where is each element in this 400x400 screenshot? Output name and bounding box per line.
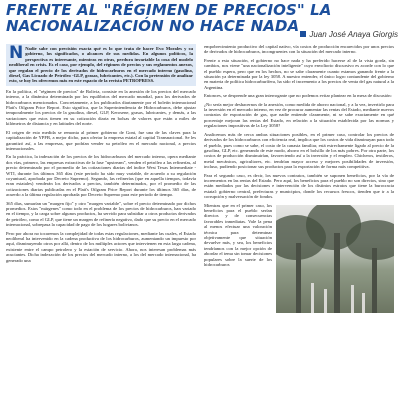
paragraph: Entonces, se desprende una gran interrogante que no podemos evitar plantear en la mesa de discusión: bbox=[204, 93, 392, 99]
article-title: FRENTE AL "RÉGIMEN DE PRECIOS" LA NACIONALIZACIÓN NO HACE NADA bbox=[6, 1, 332, 35]
paragraph: En la política, el "régimen de precios" de Bolivia, consiste en la anexión de los precios del mercado interno, a la dinámica determinada por los equilibrios del mercado mundial, para los derivados de hidrocarburos mencionados. Concretamente, a los publicados diariamente por el boletín internacional Platt's Oilgram Price Report. Esto significa, que la Superintendencia de Hidrocarburos, debe ajustar temporalmente los precios de la gasolina, diesel, GLP, Kerosene, grasas, lubricantes, y demás, a las variaciones que estos tienen en su cotización diaria en bolsas de valores que están a miles de kilómetros de distancia y en latitudes del norte. bbox=[6, 88, 196, 127]
article-body bbox=[6, 44, 394, 394]
paragraph: El origen de esto medida se remonta al primer gobierno de Goni, fue una de las claves para la capitalización de YPFB, a mejor dicho, para ofertar la empresa estatal al capital Transnacional. Se les garantizó así, a las empresas, que podrían vender su petróleo en el mercado nacional, a precios internacionales. bbox=[6, 129, 196, 151]
paragraph: Analicemos más de cerca ambas situaciones posibles, en el primer caso, controlar los precios de derivados de los hidrocarburos con eficiencia real, implica que los costos de vida disminuyan para todo el pueblo, pues como se sabe, el costo de la canasta familiar, está estrechamente ligado al precio de la gasolina, GLP, etc. generando de este modo, ahorro en el bolsillo de los más pobres. Por otra parte, los costos de producción disminuirían, favoreciendo así a la inversión y el empleo. Chicheros, textileros, metal mecánicos, agricultores, etc. tendrían mayor acceso y mejores posibilidades de inversión, incluso, pudiendo posicionar sus productos para la exportación de forma más competitiva. bbox=[204, 131, 394, 170]
lead-text: Nadie sabe con precisión exacta qué es lo que trata de hacer Evo Morales y su gobierno, los significados, o alcances de sus medidas. En algunos políticos, la perspectiva es interesante, mientras en otras, perdura invariable la cosa del modelo neoliberal en crisis. Es el caso, por ejemplo, del régimen de precios y sus reglamentos anexos, que regulan el precio de los derivados de hidrocarburos en el mercado interno (gasolina, diesel, Gas Licuado de Petróleo -GLP, grasas, lubricantes, etc.). Con la pretensión de analizar esto, se hoy les ofrecemos más en este espacio de la revista PETROPRESS. bbox=[9, 46, 193, 84]
paragraph: Para el segundo caso, es decir, los nuevos contratos, también se suponen beneficios, por la vía de incrementos en las rentas del Estado. Pero aquí, los beneficios para el pueblo no son directos, sino que están mediados por las decisiones e intervención de los distintos estratos que tiene la burocracia estatal: gobierno central, prefecturas y municipios, donde los recursos frescos, tienden que ir a la corrupción y malversación de fondos. bbox=[204, 172, 394, 200]
column-right bbox=[204, 44, 394, 394]
drop-cap: N bbox=[9, 44, 24, 63]
paragraph: Frente a esta situación, el gobierno no hace nada y ha preferido hacerse al de la vista gorda, sin cambios, nos viene "una nacionalización inteligente" cuyo envoltorio discursivo es acorde con lo que el pueblo espera, pero que en los hechos, no se sabe claramente cuanto estamos ganando frente a la situación ya determinada por la ley 3058. A nuestro entender, el único logro contundente del gobierno en materia de política hidrocarburífera, ha sido el incremento a los precios de venta del gas natural a la Argentina. bbox=[204, 57, 394, 90]
author-byline bbox=[300, 30, 398, 39]
column-left bbox=[6, 44, 196, 394]
paragraph: Pero por ahora no tocaremos la complejidad de todas estas regulaciones, mediante las cuales, el Estado neoliberal ha intervenido en la cadena productiva de los hidrocarburos, aumentando un impuesto por aquí, disminuyendo otros por allá, dentro de los múltiples actores que intervienen en esta larga cadena, existente entre el campo petrolero y la estación de servicio. Ahora, nos interesan problemas más acuciantes. Dicha indexación de los precios del mercado interno, a los del mercado internacional, ha generado una bbox=[6, 230, 196, 263]
cemetery-photo bbox=[276, 205, 394, 313]
author-name: Juan José Anaya Giorgis bbox=[309, 30, 398, 39]
paragraph: En la práctica, la indexación de los precios de los hidrocarburos del mercado interno, opera mediante dos vías, primero, las empresas extractivas de la fase "upstream", venden el petróleo a las refinerías, al precio determinado por el promedio de las cotizaciones diarias del índice West Texas Intermediate - WTI, durante los últimos 365 días (este periodo ha sido muy variable, de acuerdo a su regulación coyuntural, aprobada por Decreto Supremo). Segundo, las refinerías (que en aquella tiempos, todavía eran estatales) venderán los derivados a precios, también determinados, por el promedio de las cotizaciones diarias publicadas en el Platt's Oilgram Price Report durante los últimos 365 días, de acuerdo a la última regulación aprobada por Decreto Supremo para este periodo de tiempo. bbox=[6, 154, 196, 198]
paragraph: 365 días, sumarían un "margen fijo" y otro "margen variable", sobre el precio determinado por dichos promedios. Estos "márgenes" como todo en el problema de los precios de hidrocarburos, han variado en el tiempo, y la carga sobre algunos productos, ha servido para subsidiar a otros productos derivados de petróleo, como el GLP, que tiene un margen de refinería negativo, dado que su precio en el mercado internacional, sobrepasa la capacidad de pago de los hogares bolivianos. bbox=[6, 200, 196, 228]
paragraph: Mientras que en el primer caso, los beneficios para el pueblo serían directos y de consecuencias favorables inmediatas. Vale la pena al menos efectuar una valoración técnica para determinar objetivamente que situación devuelve más, y sea, los beneficios tendríamos con la mejor opción de abordar el tema sin tomar decisiones populares sobre la suerte de los hidrocarburos bbox=[204, 202, 272, 268]
square-bullet-icon bbox=[300, 31, 306, 37]
lead-paragraph bbox=[6, 44, 196, 86]
paragraph: empobrecimiento productivo del capital nativo, vía costos de producción encarecidos por unos precios de derivados de hidrocarburos, incongruentes con la situación del mercado interno. bbox=[204, 44, 394, 55]
paragraph: ¿No sería mejor deshacernos de la anexión, como medida de ahorro nacional, y a la vez, invertirlo para la inversión en el mercado interno, en vez de procurar aumentar las rentas del Estado, mediante nuevos contratos de exportación de gas, que nadie entiende claramente, ni se sabe exactamente en qué porcentaje mejoran las rentas del Estado, en relación a la situación establecida por las normas y regulaciones impositivas de la Ley 3058? bbox=[204, 101, 394, 129]
